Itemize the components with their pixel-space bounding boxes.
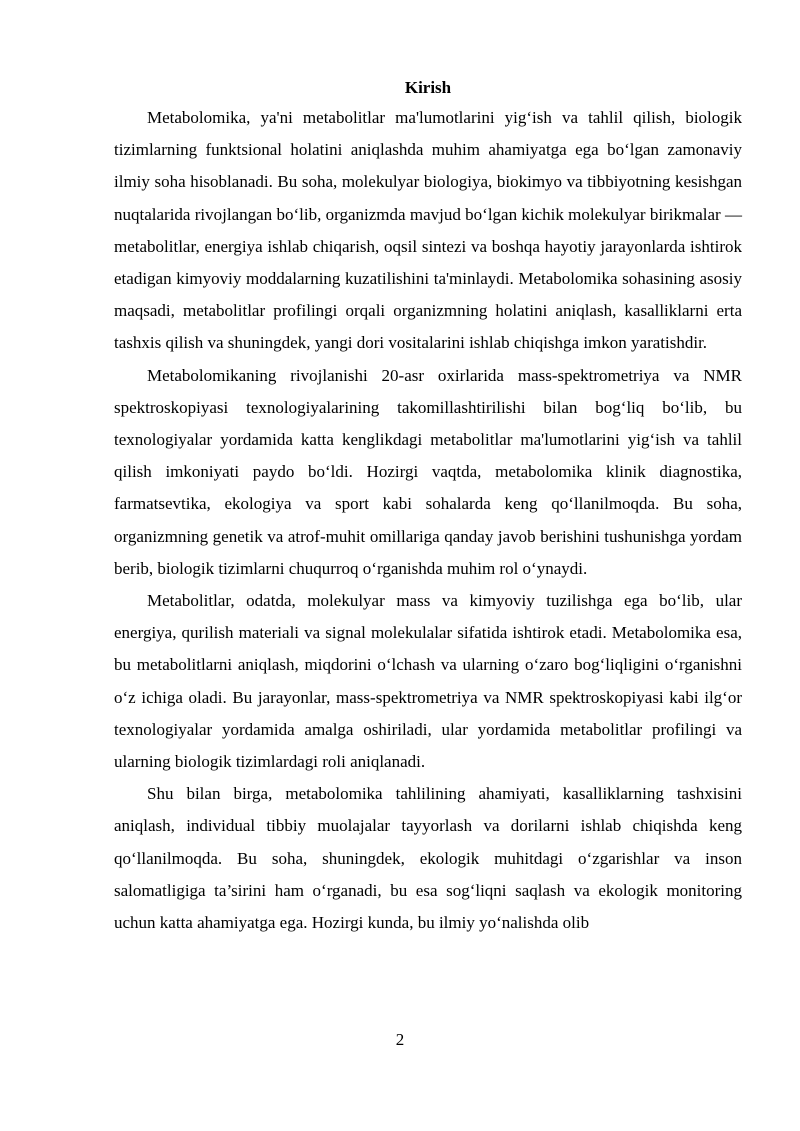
paragraph-1: Metabolomika, ya'ni metabolitlar ma'lumotlarini yig‘ish va tahlil qilish, biologik tizimlarning funktsional holatini aniqlashda muhim ahamiyatga ega bo‘lgan zamonaviy ilmiy soha hisoblanadi. Bu soha, molekulyar biologiya, biokimyo va tibbiyotning kesishgan nuqtalarida rivojlangan bo‘lib, organizmda mavjud bo‘lgan kichik molekulyar birikmalar — metabolitlar, energiya ishlab chiqarish, oqsil sintezi va boshqa hayotiy jarayonlarda ishtirok etadigan kimyoviy moddalarning kuzatilishini ta'minlaydi. Metabolomika sohasining asosiy maqsadi, metabolitlar profilingi orqali organizmning holatini aniqlash, kasalliklarni erta tashxis qilish va shuningdek, yangi dori vositalarini ishlab chiqishga imkon yaratishdir. [114,108,742,353]
paragraph-2: Metabolomikaning rivojlanishi 20-asr oxirlarida mass-spektrometriya va NMR spektroskopiyasi texnologiyalarining takomillashtirilishi bilan bog‘liq bo‘lib, bu texnologiyalar yordamida katta kenglikdagi metabolitlar ma'lumotlarini yig‘ish va tahlil qilish imkoniyati paydo bo‘ldi. Hozirgi vaqtda, metabolomika klinik diagnostika, farmatsevtika, ekologiya va sport kabi sohalarda keng qo‘llanilmoqda. Bu soha, organizmning genetik va atrof-muhit omillariga qanday javob berishini tushunishga yordam berib, biologik tizimlarni chuqurroq o‘rganishda muhim rol o‘ynaydi. [114,365,742,578]
section-title: Kirish [404,78,452,97]
paragraph-3: Metabolitlar, odatda, molekulyar mass va kimyoviy tuzilishga ega bo‘lib, ular energiya, qurilish materiali va signal molekulalar sifatida ishtirok etadi. Metabolomika esa, bu metabolitlarni aniqlash, miqdorini o‘lchash va ularning o‘zaro bog‘liqligini o‘rganishni o‘z ichiga oladi. Bu jarayonlar, mass-spektrometriya va NMR spektroskopiyasi kabi ilg‘or texnologiyalar yordamida amalga oshiriladi, ular yordamida metabolitlar profilingi va ularning biologik tizimlardagi roli aniqlanadi. [114,591,742,772]
paragraph-4: Shu bilan birga, metabolomika tahlilining ahamiyati, kasalliklarning tashxisini aniqlash, individual tibbiy muolajalar tayyorlash va dorilarni ishlab chiqishda keng qo‘llanilmoqda. Bu soha, shuningdek, ekologik muhitdagi o‘zgarishlar va inson salomatligiga ta’sirini ham o‘rganadi, bu esa sog‘liqni saqlash va ekologik monitoring uchun katta ahamiyatga ega. Hozirgi kunda, bu ilmiy yo‘nalishda olib [114,784,742,933]
page-content [114,76,742,939]
page-number: 2 [395,1030,405,1049]
